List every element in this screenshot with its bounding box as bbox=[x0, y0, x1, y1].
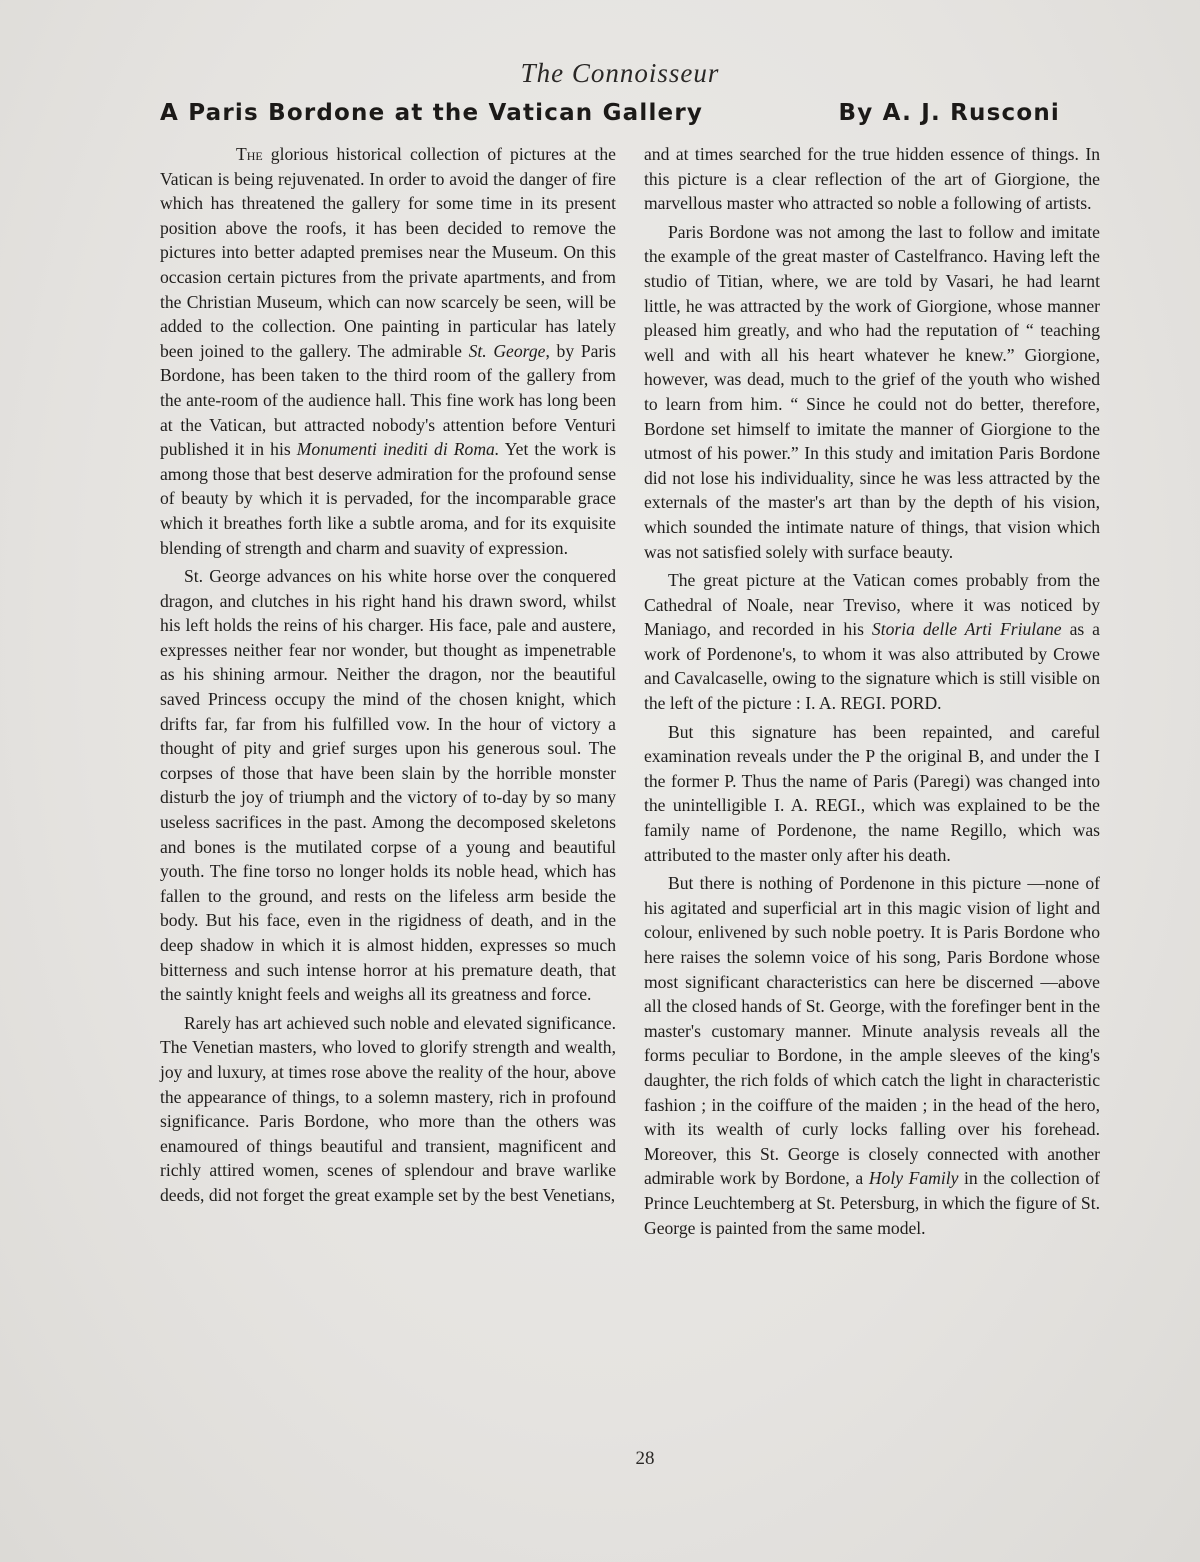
text-run: glorious historical collection of pictures at the Vatican is being rejuvenated. In order to avoid the danger of fire which has threatened the gallery for some time in its present position above the roofs, it has been decided to remove the pictures into better adapted premises near the Museum. On this occasion certain pictures from the private apartments, and from the Christian Museum, which can now scarcely be seen, will be added to the collection. One painting in particular has lately been joined to the gallery. The admirable bbox=[160, 144, 616, 361]
book-title: Storia delle Arti Friulane bbox=[871, 619, 1062, 640]
paragraph: St. George advances on his white horse over the conquered dragon, and clutches in his right hand his drawn sword, whilst his left holds the reins of his charger. His face, pale and austere, expresses neither fear nor wonder, but thought as impenetrable as his shining armour. Neither the dragon, nor the beautiful saved Princess occupy the mind of the chosen knight, which drifts far, far from his fulfilled vow. In the hour of victory a thought of pity and grief surges upon his generous soul. The corpses of those that have been slain by the horrible monster disturb the joy of triumph and the victory of to-day by so many useless sacrifices in the past. Among the decomposed skeletons and bones is the mutilated corpse of a young and beautiful youth. The fine torso no longer holds its noble head, which has fallen to the ground, and rests on the lifeless arm beside the body. But his face, even in the rigidness of death, and in the deep shadow in which it is almost hidden, expresses so much bitterness and such intense horror at his premature death, that the saintly knight feels and weighs all its greatness and force. bbox=[160, 566, 616, 1005]
left-column bbox=[160, 142, 616, 1244]
running-head: The Connoisseur bbox=[520, 58, 720, 88]
book-title: Monumenti inediti di Roma. bbox=[296, 439, 500, 460]
article-body bbox=[160, 142, 1100, 1244]
article-title: A Paris Bordone at the Vatican Gallery bbox=[160, 100, 704, 126]
text-run: But there is nothing of Pordenone in this picture —none of his agitated and superficial art in this magic vision of light and colour, enlivened by such noble poetry. It is Paris Bordone who here raises the solemn voice of his song, Paris Bordone whose most significant characteristics can here be discerned —above all the closed hands of St. George, with the forefinger bent in the master's customary manner. Minute analysis reveals all the forms peculiar to Bordone, in the ample sleeves of the king's daughter, the rich folds of which catch the light in characteristic fashion ; in the coiffure of the maiden ; in the head of the hero, with its wealth of curly locks falling over his forehead. Moreover, this St. George is closely connected with another admirable work by Bordone, a bbox=[644, 873, 1101, 1189]
artwork-title: Holy Family bbox=[868, 1168, 959, 1189]
right-column bbox=[644, 142, 1100, 1244]
text-run: as a work of Pordenone's, to whom it was also attributed by Crowe and Cavalcaselle, owing to the signature which is still visible on the left of the picture : I. A. REGI. PORD. bbox=[644, 619, 1100, 714]
paragraph bbox=[644, 568, 1100, 716]
text-run: Yet the work is among those that best deserve admiration for the profound sense of beauty by which it is pervaded, for the incomparable grace which it breathes forth like a subtle aroma, and for its exquisite blending of strength and charm and suavity of expression. bbox=[160, 439, 616, 558]
text-run: The great picture at the Vatican comes probably from the Cathedral of Noale, near Treviso, where it was noticed by Maniago, and recorded in his bbox=[644, 570, 1100, 640]
paragraph-continued: and at times searched for the true hidden essence of things. In this picture is a clear reflection of the art of Giorgione, the marvellous master who attracted so noble a following of artists. bbox=[644, 144, 1100, 214]
text-run: , by Paris Bordone, has been taken to the third room of the gallery from the ante-room of the audience hall. This fine work has long been at the Vatican, but attracted nobody's attention before Venturi published it in his bbox=[160, 340, 617, 460]
byline: By A. J. Rusconi bbox=[838, 100, 1060, 126]
paragraph bbox=[644, 871, 1100, 1240]
opening-word: The bbox=[236, 144, 263, 164]
artwork-title: St. George bbox=[468, 340, 546, 361]
paragraph: Paris Bordone was not among the last to follow and imitate the example of the great master of Castelfranco. Having left the studio of Titian, where, we are told by Vasari, he had learnt little, he was attracted by the work of Giorgione, whose manner pleased him greatly, and who had the reputation of “ teaching well and with all his heart whatever he knew.” Giorgione, however, was dead, much to the grief of the youth who wished to learn from him. “ Since he could not do better, therefore, Bordone set himself to imitate the manner of Giorgione to the utmost of his power.” In this study and imitation Paris Bordone did not lose his individuality, since he was less attracted by the externals of the master's art than by the depth of his vision, which sounded the intimate nature of things, that vision which was not satisfied solely with surface beauty. bbox=[644, 221, 1100, 562]
title-row bbox=[160, 100, 1060, 126]
text-run: in the collection of Prince Leuchtemberg at St. Petersburg, in which the figure of St. George is painted from the same model. bbox=[644, 1168, 1100, 1238]
paragraph: But this signature has been repainted, and careful examination reveals under the P the original B, and under the I the former P. Thus the name of Paris (Paregi) was changed into the unintelligible I. A. REGI., which was explained to be the family name of Pordenone, the name Regillo, which was attributed to the master only after his death. bbox=[644, 721, 1100, 865]
page-number: 28 bbox=[635, 1448, 655, 1469]
paragraph: Rarely has art achieved such noble and elevated significance. The Venetian masters, who loved to glorify strength and wealth, joy and luxury, at times rose above the reality of the hour, above the appearance of things, to a solemn mastery, rich in profound significance. Paris Bordone, who more than the others was enamoured of things beautiful and transient, magnificent and richly attired women, scenes of splendour and brave warlike deeds, did not forget the great example set by the best Venetians, bbox=[160, 1012, 616, 1205]
paragraph bbox=[160, 142, 616, 560]
